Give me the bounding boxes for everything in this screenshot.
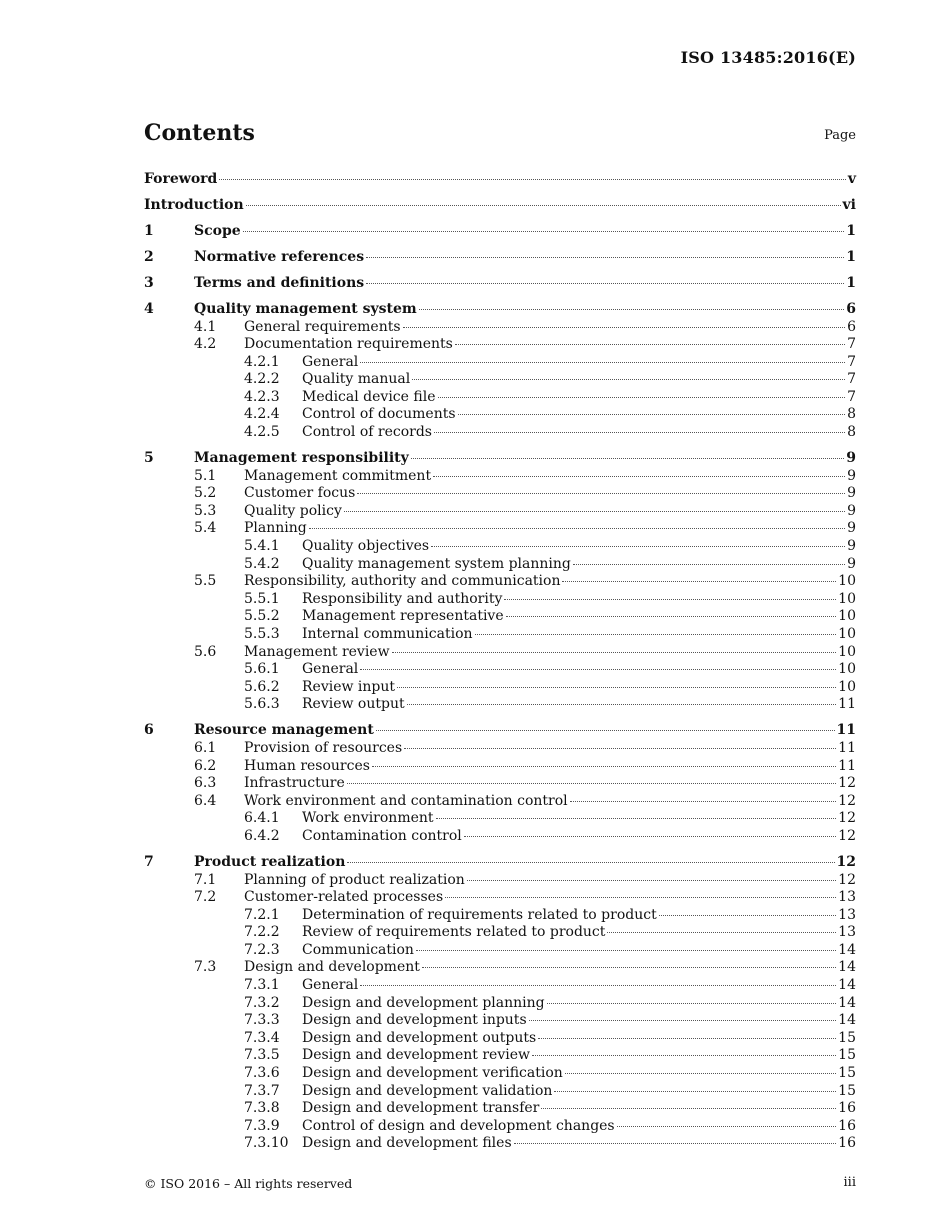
toc-entry-number: 7.2 <box>194 889 217 906</box>
page-column-label: Page <box>824 128 856 143</box>
toc-entry-title[interactable]: Control of records <box>302 424 432 441</box>
toc-entry-page: 14 <box>838 994 856 1011</box>
toc-entry-title[interactable]: Internal communication <box>302 626 473 642</box>
toc-entry-page: 13 <box>838 924 856 941</box>
toc-entry-number: 7.3.10 <box>244 1135 289 1152</box>
toc-entry-page: 9 <box>847 467 856 484</box>
toc-entry-number: 7.3.1 <box>244 977 280 994</box>
toc-entry[interactable] <box>144 740 856 758</box>
dot-leader <box>403 327 846 328</box>
dot-leader <box>404 748 836 749</box>
table-of-contents <box>144 171 856 1153</box>
toc-entry-number: 7.2.1 <box>244 906 280 923</box>
toc-entry[interactable] <box>144 538 856 556</box>
dot-leader <box>392 652 837 653</box>
toc-entry-page: 9 <box>846 450 856 467</box>
toc-entry-title[interactable]: Management commitment <box>244 467 432 484</box>
dot-leader <box>547 1003 837 1004</box>
toc-entry-title[interactable]: Work environment <box>302 810 434 827</box>
toc-entry-title[interactable]: Design and development verification <box>302 1065 563 1082</box>
dot-leader <box>357 493 845 494</box>
toc-entry-title[interactable]: Documentation requirements <box>244 336 453 353</box>
toc-entry-number: 5.5 <box>194 573 217 590</box>
toc-entry-number: 7 <box>144 853 154 870</box>
toc-entry-title[interactable]: Responsibility, authority and communication <box>244 573 561 590</box>
toc-entry-page: 11 <box>836 722 856 739</box>
toc-entry[interactable] <box>144 336 856 354</box>
toc-entry-page: 7 <box>847 353 856 370</box>
toc-entry-title[interactable]: Review output <box>302 696 405 713</box>
toc-entry-number: 5.4 <box>194 520 217 537</box>
toc-entry-number: 7.3.6 <box>244 1065 280 1082</box>
toc-entry[interactable] <box>144 793 856 811</box>
toc-entry-number: 5 <box>144 450 154 467</box>
toc-entry-title[interactable]: Resource management <box>194 722 374 739</box>
toc-entry-page: 14 <box>838 1012 856 1029</box>
toc-entry-title[interactable]: Design and development validation <box>302 1082 553 1099</box>
standard-identifier: ISO 13485:2016(E) <box>680 48 856 67</box>
toc-entry[interactable] <box>144 1135 856 1153</box>
toc-entry-number: 6.4.1 <box>244 810 280 827</box>
toc-entry[interactable] <box>144 722 856 740</box>
toc-entry-number: 5.2 <box>194 485 217 502</box>
toc-entry-number: 6.4 <box>194 792 217 809</box>
toc-entry-page: 12 <box>838 792 856 809</box>
dot-leader <box>464 836 836 837</box>
toc-entry-page: 12 <box>838 810 856 827</box>
dot-leader <box>246 205 841 206</box>
toc-entry-page: 10 <box>838 573 856 590</box>
dot-leader <box>412 379 845 380</box>
toc-entry-title[interactable]: Introduction <box>144 196 244 213</box>
toc-entry[interactable] <box>144 758 856 776</box>
toc-entry-title[interactable]: Quality management system planning <box>302 555 571 572</box>
dot-leader <box>419 309 845 310</box>
toc-entry-title[interactable]: Review of requirements related to product <box>302 924 606 941</box>
dot-leader <box>360 669 836 670</box>
toc-entry-title[interactable]: Design and development files <box>302 1135 512 1152</box>
toc-entry-number: 5.1 <box>194 467 217 484</box>
toc-entry-number: 7.1 <box>194 871 217 888</box>
toc-entry[interactable] <box>144 197 856 215</box>
toc-entry[interactable] <box>144 301 856 319</box>
toc-entry-title[interactable]: Planning of product realization <box>244 871 465 888</box>
toc-entry[interactable] <box>144 319 856 337</box>
toc-entry[interactable] <box>144 485 856 503</box>
toc-entry[interactable] <box>144 1030 856 1048</box>
toc-entry-number: 4 <box>144 300 154 317</box>
toc-entry-page: 7 <box>847 371 856 388</box>
toc-entry[interactable] <box>144 1012 856 1030</box>
dot-leader <box>565 1073 836 1074</box>
toc-entry-title[interactable]: Scope <box>194 222 241 239</box>
dot-leader <box>360 985 836 986</box>
dot-leader <box>366 283 844 284</box>
toc-entry-page: 1 <box>846 248 856 265</box>
dot-leader <box>475 634 837 635</box>
toc-entry-page: 12 <box>836 853 856 870</box>
toc-entry[interactable] <box>144 1083 856 1101</box>
toc-entry[interactable] <box>144 608 856 626</box>
toc-entry-page: 15 <box>838 1082 856 1099</box>
toc-entry-number: 7.3.5 <box>244 1047 280 1064</box>
toc-entry[interactable] <box>144 828 856 846</box>
toc-entry[interactable] <box>144 371 856 389</box>
page-number: iii <box>843 1175 856 1190</box>
toc-entry-title[interactable]: Quality management system <box>194 300 417 317</box>
toc-entry-number: 5.6.1 <box>244 661 280 678</box>
toc-entry[interactable] <box>144 1118 856 1136</box>
toc-entry-page: 1 <box>846 274 856 291</box>
toc-entry-title[interactable]: Design and development planning <box>302 994 545 1011</box>
dot-leader <box>416 950 836 951</box>
toc-entry-title[interactable]: Planning <box>244 520 307 537</box>
toc-entry-number: 4.2.3 <box>244 388 280 405</box>
dot-leader <box>309 528 845 529</box>
toc-entry[interactable] <box>144 520 856 538</box>
toc-entry[interactable] <box>144 661 856 679</box>
toc-entry[interactable] <box>144 354 856 372</box>
toc-entry-title[interactable]: Quality policy <box>244 502 342 519</box>
toc-entry[interactable] <box>144 171 856 189</box>
toc-entry-number: 5.5.2 <box>244 608 280 625</box>
toc-entry[interactable] <box>144 626 856 644</box>
toc-entry-title[interactable]: Design and development review <box>302 1047 530 1064</box>
toc-entry-title[interactable]: Terms and definitions <box>194 274 365 291</box>
toc-entry-page: 1 <box>846 222 856 239</box>
toc-entry-number: 7.3.3 <box>244 1012 280 1029</box>
toc-entry-title[interactable]: Provision of resources <box>244 739 403 756</box>
dot-leader <box>360 362 845 363</box>
toc-entry-title[interactable]: Design and development transfer <box>302 1100 540 1117</box>
dot-leader <box>532 1055 836 1056</box>
toc-entry-number: 6.3 <box>194 775 217 792</box>
dot-leader <box>467 880 836 881</box>
toc-entry[interactable] <box>144 424 856 442</box>
toc-entry[interactable] <box>144 591 856 609</box>
toc-entry-title[interactable]: Normative references <box>194 248 365 265</box>
toc-entry-page: 14 <box>838 941 856 958</box>
toc-entry-title[interactable]: Responsibility and authority <box>302 590 503 607</box>
dot-leader <box>617 1126 837 1127</box>
toc-entry-number: 4.2.5 <box>244 424 280 441</box>
toc-entry-page: 9 <box>847 502 856 519</box>
toc-entry-number: 7.3.2 <box>244 994 280 1011</box>
toc-entry[interactable] <box>144 223 856 241</box>
dot-leader <box>458 414 846 415</box>
dot-leader <box>506 616 837 617</box>
toc-entry-title[interactable]: General requirements <box>244 318 401 335</box>
toc-entry[interactable] <box>144 389 856 407</box>
dot-leader <box>541 1108 836 1109</box>
dot-leader <box>436 818 837 819</box>
toc-entry-page: 8 <box>847 406 856 423</box>
toc-entry-page: 6 <box>847 318 856 335</box>
toc-entry-title[interactable]: General <box>302 353 359 370</box>
dot-leader <box>562 581 836 582</box>
toc-entry[interactable] <box>144 872 856 890</box>
toc-entry[interactable] <box>144 907 856 925</box>
toc-entry[interactable] <box>144 924 856 942</box>
toc-entry-title[interactable]: Foreword <box>144 171 218 187</box>
toc-entry-page: 16 <box>838 1100 856 1117</box>
toc-entry[interactable] <box>144 1065 856 1083</box>
dot-leader <box>397 687 836 688</box>
toc-entry-number: 2 <box>144 248 154 265</box>
toc-entry-title[interactable]: Review input <box>302 678 396 695</box>
toc-entry-page: 13 <box>838 906 856 923</box>
toc-entry-page: 10 <box>838 626 856 642</box>
page-title: Contents <box>144 120 255 146</box>
toc-entry-page: 7 <box>847 388 856 405</box>
toc-entry-number: 6 <box>144 722 154 739</box>
toc-entry[interactable] <box>144 573 856 591</box>
dot-leader <box>570 801 837 802</box>
dot-leader <box>434 432 845 433</box>
toc-entry-page: 10 <box>838 608 856 625</box>
toc-entry[interactable] <box>144 644 856 662</box>
toc-entry-number: 4.1 <box>194 318 217 335</box>
toc-entry-page: 13 <box>838 889 856 906</box>
toc-entry-number: 7.3.8 <box>244 1100 280 1117</box>
toc-entry-title[interactable]: Design and development outputs <box>302 1029 537 1046</box>
toc-entry-title[interactable]: Customer focus <box>244 485 356 502</box>
toc-entry[interactable] <box>144 679 856 697</box>
toc-entry-page: 10 <box>838 590 856 607</box>
dot-leader <box>445 897 836 898</box>
toc-entry-title[interactable]: Control of design and development changes <box>302 1117 615 1134</box>
dot-leader <box>366 257 844 258</box>
toc-entry-page: 10 <box>838 643 856 660</box>
toc-entry[interactable] <box>144 450 856 468</box>
toc-entry[interactable] <box>144 889 856 907</box>
toc-entry-page: 11 <box>838 757 856 774</box>
toc-entry-page: 16 <box>838 1117 856 1134</box>
toc-entry-number: 3 <box>144 274 154 291</box>
toc-entry[interactable] <box>144 249 856 267</box>
toc-entry-title[interactable]: Infrastructure <box>244 775 345 792</box>
toc-entry-number: 7.2.2 <box>244 924 280 941</box>
toc-entry-number: 5.6 <box>194 643 217 660</box>
dot-leader <box>438 397 846 398</box>
toc-entry-number: 5.6.3 <box>244 696 280 713</box>
toc-entry-page: 15 <box>838 1047 856 1064</box>
toc-entry-page: 12 <box>838 775 856 792</box>
dot-leader <box>529 1020 837 1021</box>
toc-entry-number: 6.1 <box>194 739 217 756</box>
toc-entry-number: 7.3.9 <box>244 1117 280 1134</box>
toc-entry-number: 5.3 <box>194 502 217 519</box>
dot-leader <box>347 862 834 863</box>
toc-entry[interactable] <box>144 775 856 793</box>
toc-entry-title[interactable]: Customer-related processes <box>244 889 444 906</box>
toc-entry-page: 16 <box>838 1135 856 1152</box>
toc-entry-title[interactable]: Design and development <box>244 959 420 976</box>
toc-entry-page: 14 <box>838 977 856 994</box>
toc-entry-title[interactable]: Quality objectives <box>302 538 430 555</box>
dot-leader <box>514 1143 837 1144</box>
toc-entry[interactable] <box>144 1047 856 1065</box>
toc-entry-page: 15 <box>838 1029 856 1046</box>
toc-entry-title[interactable]: Contamination control <box>302 827 462 844</box>
dot-leader <box>344 511 845 512</box>
toc-entry-number: 4.2.4 <box>244 406 280 423</box>
toc-entry-number: 4.2.2 <box>244 371 280 388</box>
toc-entry-title[interactable]: Control of documents <box>302 406 456 423</box>
dot-leader <box>554 1091 836 1092</box>
toc-entry-page: 9 <box>847 538 856 555</box>
dot-leader <box>422 967 836 968</box>
toc-entry-number: 5.5.3 <box>244 626 280 642</box>
toc-entry-title[interactable]: Determination of requirements related to product <box>302 906 657 923</box>
toc-entry-page: 10 <box>838 661 856 678</box>
toc-entry-page: 9 <box>847 485 856 502</box>
toc-entry[interactable] <box>144 406 856 424</box>
toc-entry-number: 5.4.1 <box>244 538 280 555</box>
toc-entry-title[interactable]: Communication <box>302 941 414 958</box>
toc-entry-page: 15 <box>838 1065 856 1082</box>
dot-leader <box>607 932 836 933</box>
toc-entry-title[interactable]: Management responsibility <box>194 450 409 467</box>
toc-entry[interactable] <box>144 556 856 574</box>
toc-entry-title[interactable]: Quality manual <box>302 371 411 388</box>
toc-entry[interactable] <box>144 696 856 714</box>
toc-entry[interactable] <box>144 959 856 977</box>
dot-leader <box>455 344 845 345</box>
toc-entry-title[interactable]: Medical device file <box>302 388 436 405</box>
toc-entry-title[interactable]: Management representative <box>302 608 504 625</box>
toc-entry-page: 9 <box>847 555 856 572</box>
toc-entry-title[interactable]: General <box>302 661 359 678</box>
toc-entry-page: 11 <box>838 739 856 756</box>
toc-entry-number: 4.2.1 <box>244 353 280 370</box>
toc-entry-page: 6 <box>846 300 856 317</box>
toc-entry-title[interactable]: Design and development inputs <box>302 1012 527 1029</box>
dot-leader <box>243 231 845 232</box>
dot-leader <box>376 730 835 731</box>
toc-entry-title[interactable]: Work environment and contamination control <box>244 792 568 809</box>
toc-entry[interactable] <box>144 503 856 521</box>
dot-leader <box>372 766 836 767</box>
toc-entry-number: 5.6.2 <box>244 678 280 695</box>
dot-leader <box>573 564 845 565</box>
toc-entry[interactable] <box>144 810 856 828</box>
dot-leader <box>431 546 845 547</box>
toc-entry-page: vi <box>842 196 856 213</box>
toc-entry-number: 4.2 <box>194 336 217 353</box>
toc-entry-number: 5.4.2 <box>244 555 280 572</box>
dot-leader <box>411 458 844 459</box>
toc-entry[interactable] <box>144 942 856 960</box>
toc-entry[interactable] <box>144 468 856 486</box>
toc-entry-title[interactable]: General <box>302 977 359 994</box>
dot-leader <box>659 915 836 916</box>
toc-entry-page: 12 <box>838 827 856 844</box>
toc-entry-title[interactable]: Human resources <box>244 757 370 774</box>
toc-entry[interactable] <box>144 1100 856 1118</box>
toc-entry-page: 7 <box>847 336 856 353</box>
toc-entry-number: 6.4.2 <box>244 827 280 844</box>
dot-leader <box>433 476 845 477</box>
toc-entry[interactable] <box>144 275 856 293</box>
toc-entry-number: 7.2.3 <box>244 941 280 958</box>
toc-entry-number: 7.3 <box>194 959 217 976</box>
dot-leader <box>538 1038 836 1039</box>
dot-leader <box>407 704 837 705</box>
toc-entry-title[interactable]: Management review <box>244 643 390 660</box>
toc-entry-page: 11 <box>838 696 856 713</box>
toc-entry-page: 9 <box>847 520 856 537</box>
toc-entry-page: 10 <box>838 678 856 695</box>
dot-leader <box>504 599 836 600</box>
toc-entry-number: 6.2 <box>194 757 217 774</box>
toc-entry-title[interactable]: Product realization <box>194 853 346 870</box>
toc-entry-page: 8 <box>847 424 856 441</box>
toc-entry[interactable] <box>144 854 856 872</box>
toc-entry[interactable] <box>144 995 856 1013</box>
toc-entry-page: 12 <box>838 871 856 888</box>
toc-entry-number: 7.3.4 <box>244 1029 280 1046</box>
toc-entry-number: 1 <box>144 222 154 239</box>
toc-entry-number: 5.5.1 <box>244 590 280 607</box>
toc-entry-page: 14 <box>838 959 856 976</box>
copyright-notice: © ISO 2016 – All rights reserved <box>144 1176 353 1191</box>
dot-leader <box>219 179 846 180</box>
toc-entry-page: v <box>847 171 856 187</box>
dot-leader <box>347 783 836 784</box>
toc-entry[interactable] <box>144 977 856 995</box>
toc-entry-number: 7.3.7 <box>244 1082 280 1099</box>
